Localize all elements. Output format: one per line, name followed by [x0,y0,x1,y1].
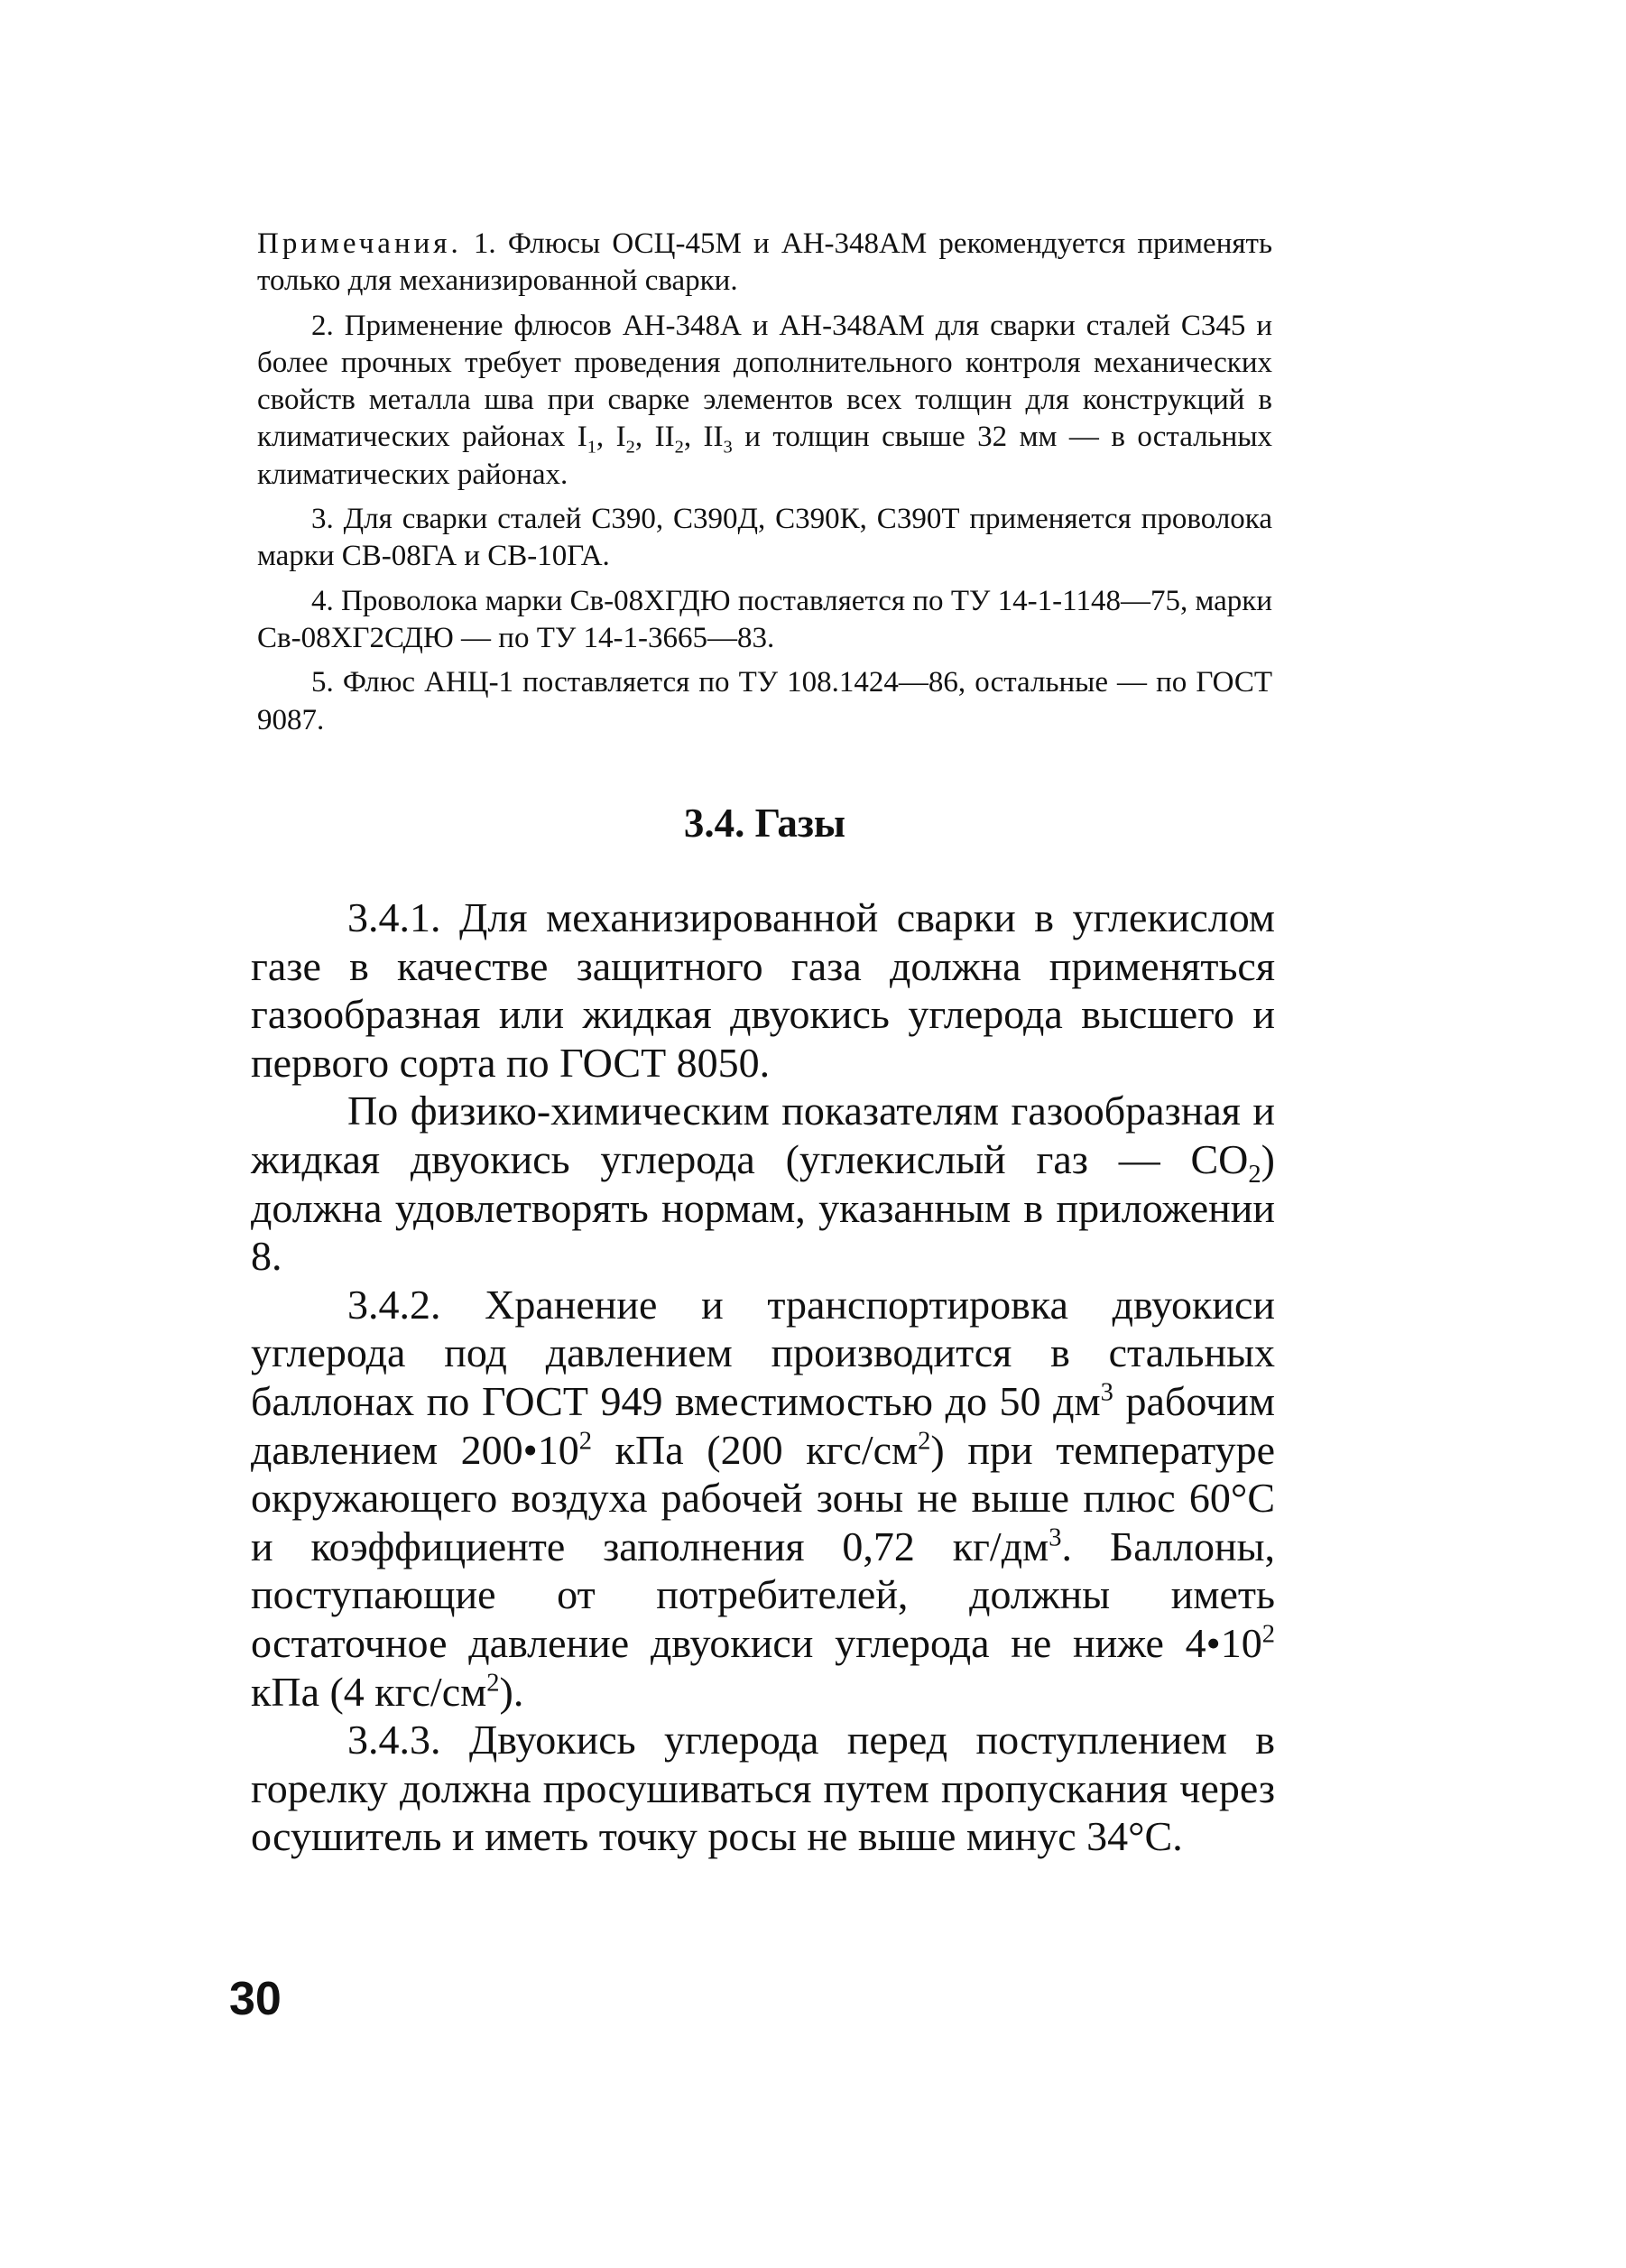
paragraph-3-4-1: 3.4.1. Для механизированной сварки в углекислом газе в качестве защитного газа должна применяться газообразная или жидкая двуокись углерода высшего и первого сорта по ГОСТ 8050. [251,894,1275,1086]
superscript: 3 [1049,1523,1062,1552]
note-2-subscript: 3 [723,438,733,458]
note-3: 3. Для сварки сталей С390, С390Д, С390К, С390Т применяется проволока марки СВ-08ГА и СВ-10ГА. [257,503,1272,573]
note-1 [257,226,1272,301]
paragraph-3-4-2 [251,1281,1275,1716]
notes-label: Примечания. [257,227,462,260]
note-2-text-b: , I [596,421,626,454]
note-2-subscript: 1 [587,438,596,458]
superscript: 3 [1100,1378,1113,1407]
paragraph-3-4-3: 3.4.3. Двуокись углерода перед поступлением в горелку должна просушиваться путем пропускания через осушитель и иметь точку росы не выше минус 34°С. [251,1717,1275,1860]
section-body [251,893,1275,1861]
superscript: 2 [918,1427,931,1456]
section-heading: 3.4. Газы [683,801,846,846]
note-2-subscript: 2 [625,438,635,458]
paragraph-text: По физико-химическим показателям газообразная и жидкая двуокись углерода (углекислый газ — СО [251,1088,1275,1182]
note-2-text-d: , II [683,421,724,454]
note-5: 5. Флюс АНЦ-1 поставляется по ТУ 108.1424—86, остальные — по ГОСТ 9087. [257,666,1272,736]
page-number: 30 [229,1973,282,2025]
paragraph-text: рабочим давлением 200•10 [251,1377,1275,1473]
paragraph-physchem [251,1087,1275,1280]
superscript: 2 [486,1669,500,1698]
note-2-text-a: 2. Применение флюсов АН-348А и АН-348АМ для сварки сталей С345 и более прочных требует проведения дополнительного контроля механических свойств металла шва при сварке элементов всех толщин для конструкций в климатических районах I [257,309,1272,454]
paragraph-text: ) при температуре окружающего воздуха рабочей зоны не выше плюс 60°С и коэффициенте заполнения 0,72 кг/дм [251,1426,1276,1569]
note-1-text: 1. Флюсы ОСЦ-45М и АН-348АМ рекомендуется применять только для механизированной сварки. [257,227,1273,298]
paragraph-text: ) должна удовлетворять нормам, указанным в приложении 8. [251,1135,1275,1280]
note-2-text-e: и толщин свыше 32 мм — в остальных климатических районах. [257,421,1273,491]
paragraph-text: ). [499,1668,524,1715]
note-2 [257,308,1272,494]
superscript: 2 [578,1427,593,1456]
note-4: 4. Проволока марки Св-08ХГДЮ поставляется по ТУ 14-1-1148—75, марки Св-08ХГ2СДЮ — по ТУ 14-1-3665—83. [257,584,1272,654]
paragraph-text: кПа (200 кгс/см [592,1426,919,1473]
paragraph-text: 3.4.2. Хранение и транспортировка двуокиси углерода под давлением производится в стальных баллонах по ГОСТ 949 вместимостью до 50 дм [251,1281,1275,1424]
paragraph-text: . Баллоны, поступающие от потребителей, должны иметь остаточное давление двуокиси углерода не ниже 4•10 [251,1523,1276,1666]
co2-subscript: 2 [1248,1161,1261,1190]
notes-block [257,226,1272,746]
note-2-subscript: 2 [674,438,684,458]
superscript: 2 [1261,1620,1275,1649]
paragraph-text: кПа (4 кгс/см [251,1668,487,1715]
note-2-text-c: , II [634,421,675,454]
